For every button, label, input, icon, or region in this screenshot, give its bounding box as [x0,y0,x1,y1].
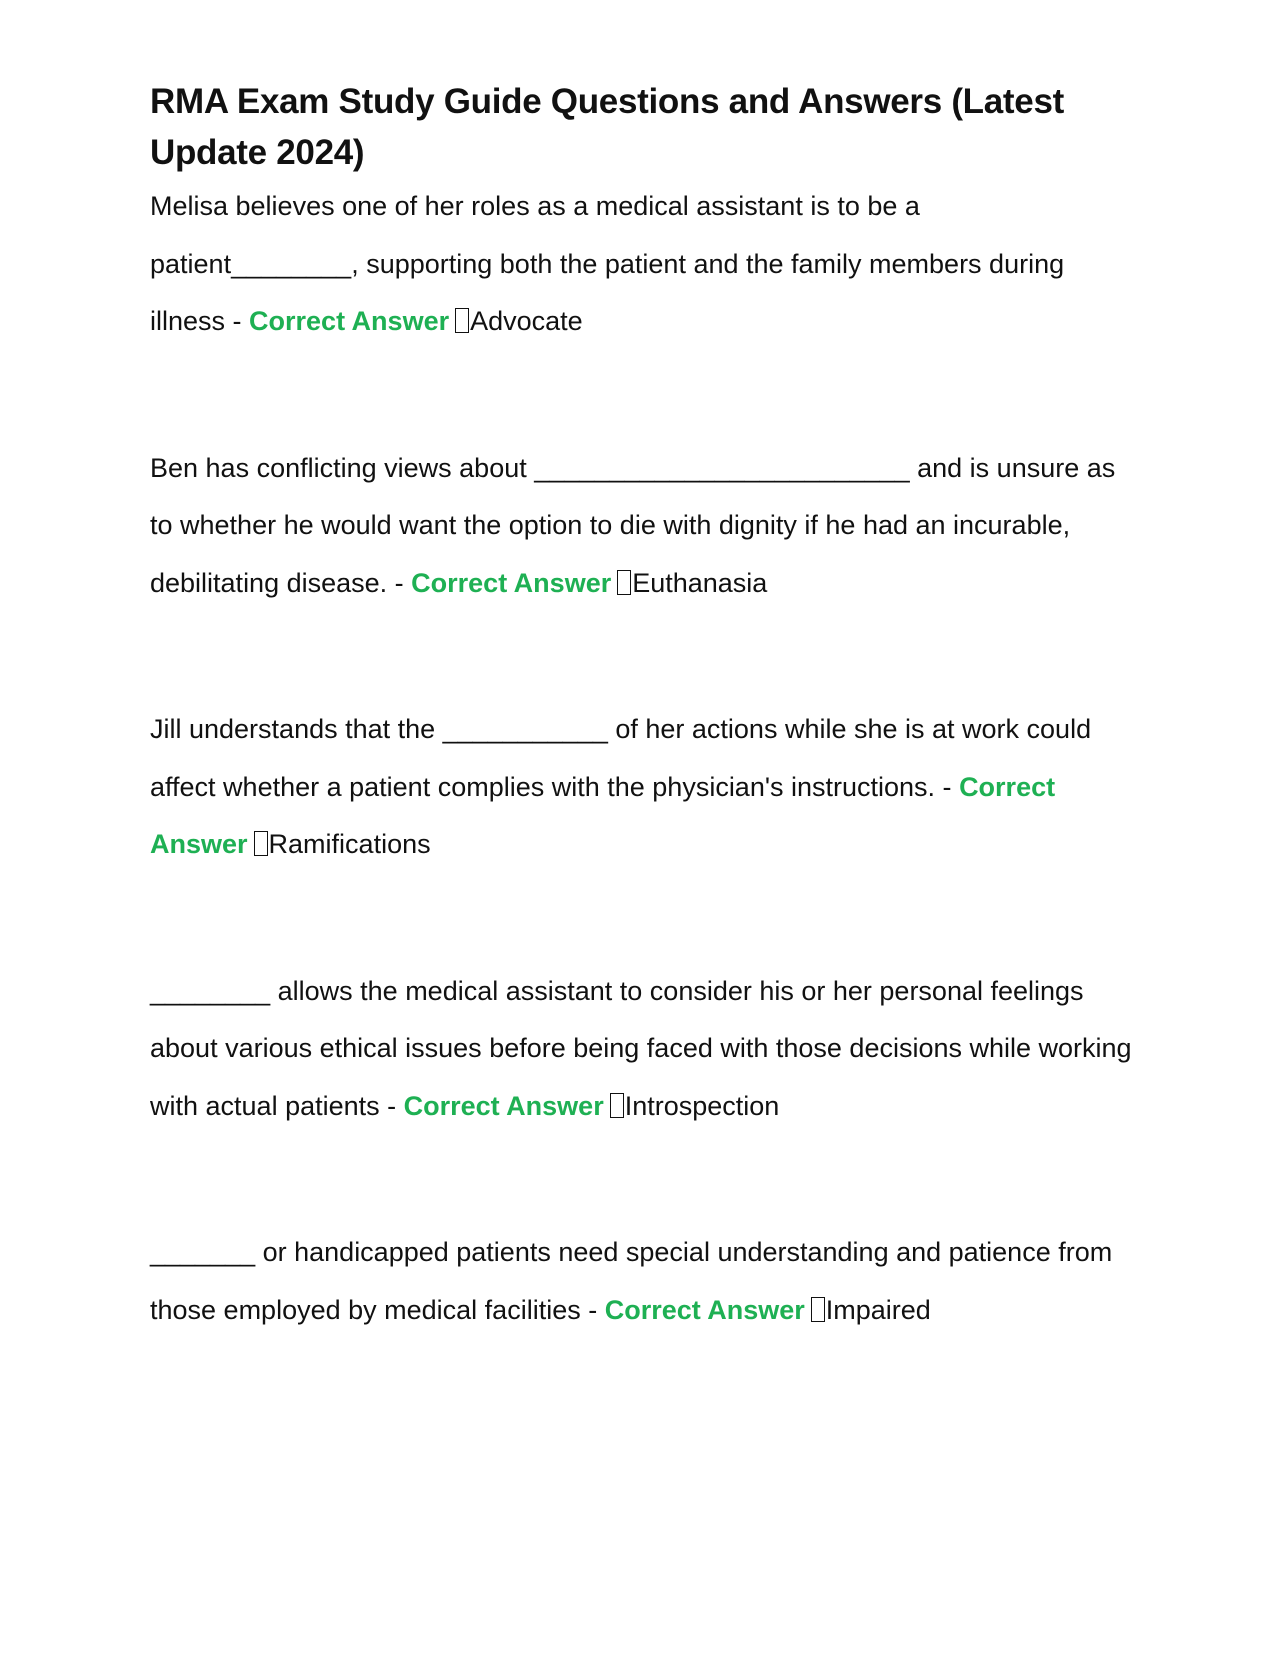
correct-answer-label: Correct Answer [403,1090,604,1121]
answer-text: Euthanasia [632,567,768,598]
answer-text: Introspection [624,1090,780,1121]
answer-text: Impaired [825,1294,931,1325]
correct-answer-label: Correct Answer [604,1294,805,1325]
qa-item-4 [150,963,1135,1136]
qa-item-2 [150,440,1135,613]
question-text: Jill understands that the ___________ of her actions while she is at work could affect whether a patient complies with the physician's instructions. - [150,714,1092,802]
missing-glyph-box-icon [811,1297,825,1322]
question-text: Melisa believes one of her roles as a medical assistant is to be a patient________, supporting both the patient and the family members during illness - [150,191,1065,336]
qa-item-5 [150,1224,1135,1339]
answer-text: Advocate [470,306,583,336]
document-title: RMA Exam Study Guide Questions and Answers (Latest Update 2024) [150,82,1064,172]
question-text: _______ or handicapped patients need special understanding and patience from those employed by medical facilities - [150,1237,1113,1325]
qa-item-1 [150,178,1135,351]
qa-item-3 [150,701,1135,874]
missing-glyph-box-icon [617,570,631,595]
question-text: Ben has conflicting views about _________________________ and is unsure as to whether he would want the option to die with dignity if he had an incurable, debilitating disease. - [150,452,1116,598]
correct-answer-label: Correct Answer [411,567,612,598]
correct-answer-label: Correct Answer [249,306,450,336]
correct-answer-label: Correct Answer [150,771,1056,859]
missing-glyph-box-icon [610,1093,624,1118]
question-text: ________ allows the medical assistant to consider his or her personal feelings about various ethical issues before being faced with those decisions while working with actual patients - [150,975,1132,1121]
missing-glyph-box-icon [455,308,469,333]
answer-text: Ramifications [268,829,431,859]
document-page [150,76,1135,1339]
missing-glyph-box-icon [254,831,268,856]
